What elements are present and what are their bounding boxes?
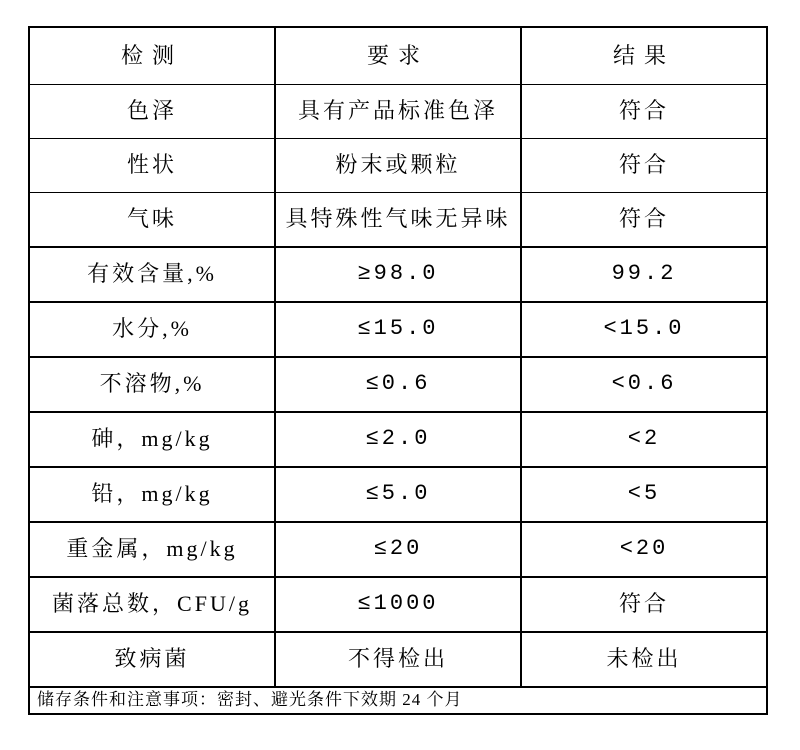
header-requirement: 要求 [275,27,521,85]
test-name-cell: 性状 [29,139,275,193]
table-row [29,467,767,522]
test-name-cell: 菌落总数，CFU/g [29,577,275,632]
header-result: 结果 [521,27,767,85]
test-name-cell: 铅，mg/kg [29,467,275,522]
requirement-cell: 具有产品标准色泽 [275,85,521,139]
table-header-row [29,27,767,85]
requirement-cell: ≤15.0 [275,302,521,357]
test-name-cell: 色泽 [29,85,275,139]
table-row [29,577,767,632]
requirement-cell: ≤5.0 [275,467,521,522]
table-row [29,357,767,412]
result-cell: 符合 [521,193,767,248]
result-cell: <0.6 [521,357,767,412]
requirement-cell: ≤0.6 [275,357,521,412]
table-row [29,522,767,577]
result-cell: 未检出 [521,632,767,687]
requirement-cell: 不得检出 [275,632,521,687]
result-cell: 符合 [521,577,767,632]
table-row [29,139,767,193]
test-name-cell: 不溶物,% [29,357,275,412]
test-name-cell: 重金属，mg/kg [29,522,275,577]
header-test: 检测 [29,27,275,85]
table-footer-row [29,687,767,714]
inspection-table [28,26,768,715]
requirement-cell: ≤1000 [275,577,521,632]
test-name-cell: 致病菌 [29,632,275,687]
storage-note: 储存条件和注意事项：密封、避光条件下效期 24 个月 [29,687,767,714]
table-row [29,302,767,357]
requirement-cell: 粉末或颗粒 [275,139,521,193]
table-row [29,193,767,248]
result-cell: <5 [521,467,767,522]
test-name-cell: 水分,% [29,302,275,357]
result-cell: 99.2 [521,247,767,302]
requirement-cell: ≤20 [275,522,521,577]
table-row [29,632,767,687]
requirement-cell: ≥98.0 [275,247,521,302]
test-name-cell: 有效含量,% [29,247,275,302]
table-row [29,85,767,139]
result-cell: 符合 [521,139,767,193]
requirement-cell: ≤2.0 [275,412,521,467]
result-cell: <15.0 [521,302,767,357]
table-row [29,412,767,467]
test-name-cell: 气味 [29,193,275,248]
requirement-cell: 具特殊性气味无异味 [275,193,521,248]
result-cell: <2 [521,412,767,467]
table-row [29,247,767,302]
result-cell: <20 [521,522,767,577]
test-name-cell: 砷，mg/kg [29,412,275,467]
result-cell: 符合 [521,85,767,139]
